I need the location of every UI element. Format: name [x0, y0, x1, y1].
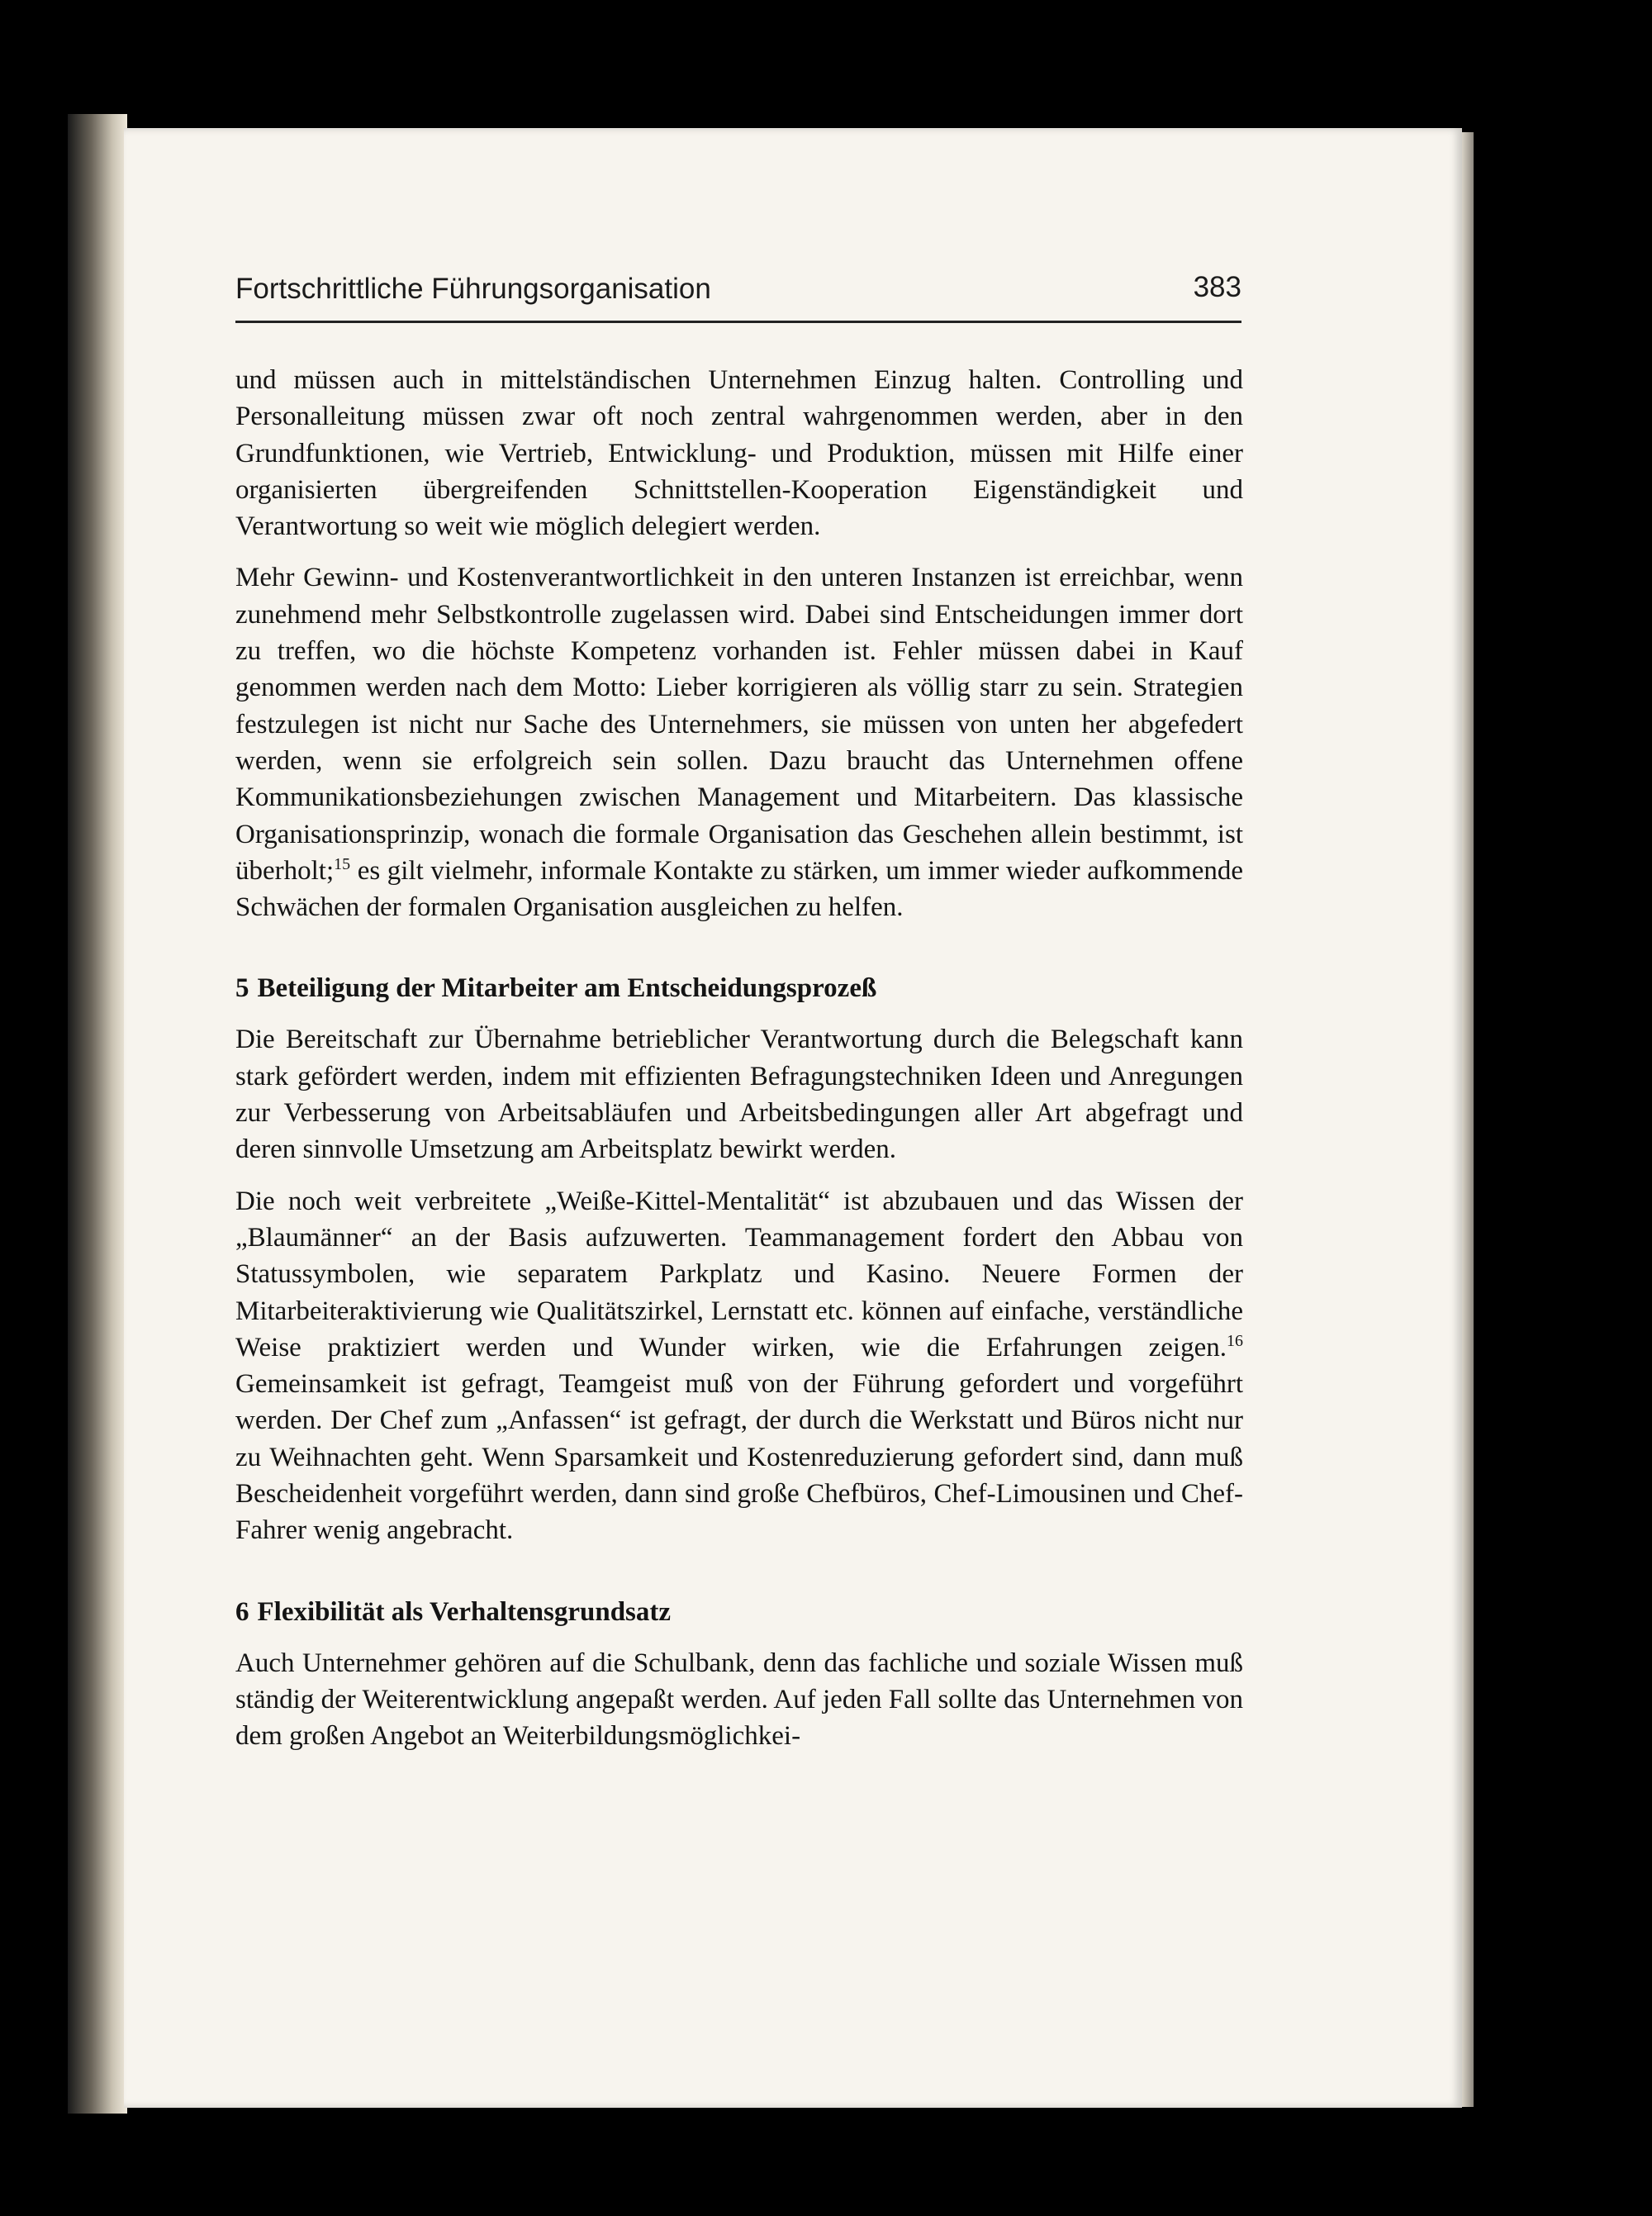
paragraph-text: Mehr Gewinn- und Kostenverantwortlichkeit in den unteren Instanzen ist erreichbar, wenn zunehmend mehr Selbstkontrolle zugelassen wird. Dabei sind Entscheidungen immer dort zu treffen, wo die höchste Kompetenz vorhanden ist. Fehler müssen dabei in Kauf genommen werden nach dem Motto: Lieber korrigieren als völlig starr zu sein. Strategien festzulegen ist nicht nur Sache des Unternehmers, sie müssen von unten her abgefedert werden, wenn sie erfolgreich sein sollen. Dazu braucht das Unternehmen offene Kommunikationsbeziehungen zwischen Management und Mitarbeitern. Das klassische Organisationsprinzip, wonach die formale Organisation das Geschehen allein bestimmt, ist überholt; — [235, 563, 1243, 886]
footnote-ref: 16 — [1227, 1331, 1243, 1350]
paragraph-text: es gilt vielmehr, informale Kontakte zu stärken, um immer wieder aufkommende Schwächen der formalen Organisation ausgleichen zu helfen. — [235, 855, 1243, 923]
section-heading — [235, 970, 1243, 1006]
page-number: 383 — [1193, 271, 1241, 303]
paragraph — [235, 1183, 1243, 1549]
paragraph-text: Gemeinsamkeit ist gefragt, Teamgeist muß von der Führung gefordert und vorgeführt werden. Der Chef zum „Anfassen“ ist gefragt, der durch die Werkstatt und Büros nicht nur zu Weihnachten geht. Wenn Sparsamkeit und Kostenreduzierung gefordert sind, dann muß Bescheidenheit vorgeführt werden, dann sind große Chefbüros, Chef-Limousinen und Chef-Fahrer wenig angebracht. — [235, 1369, 1243, 1546]
book-spine — [68, 114, 127, 2114]
footnote-ref: 15 — [334, 854, 351, 873]
paragraph: Die Bereitschaft zur Übernahme betrieblicher Verantwortung durch die Belegschaft kann stark gefördert werden, indem mit effizienten Befragungstechniken Ideen und Anregungen zur Verbesserung von Arbeitsabläufen und Arbeitsbedingungen aller Art abgefragt und deren sinnvolle Umsetzung am Arbeitsplatz bewirkt werden. — [235, 1025, 1243, 1165]
section-number: 5 — [235, 973, 249, 1004]
paragraph: Auch Unternehmer gehören auf die Schulbank, denn das fachliche und soziale Wissen muß ständig der Weiterentwicklung angepaßt werden. Auf jeden Fall sollte das Unternehmen von dem großen Angebot an Weiterbildungsmöglichkei- — [235, 1648, 1243, 1752]
section-title: Flexibilität als Verhaltensgrundsatz — [257, 1596, 672, 1627]
page-edge — [1462, 132, 1474, 2107]
running-header — [235, 263, 1241, 323]
running-title: Fortschrittliche Führungsorganisation — [235, 273, 711, 305]
paragraph: und müssen auch in mittelständischen Unternehmen Einzug halten. Controlling und Personalleitung müssen zwar oft noch zentral wahrgenommen werden, aber in den Grundfunktionen, wie Vertrieb, Entwicklung- und Produktion, müssen mit Hilfe einer organisierten übergreifenden Schnittstellen-Kooperation Eigenständigkeit und Verantwortung so weit wie möglich delegiert werden. — [235, 365, 1243, 542]
section-title: Beteiligung der Mitarbeiter am Entscheidungsprozeß — [257, 973, 877, 1004]
section-heading — [235, 1594, 1243, 1630]
page-content — [235, 362, 1243, 1770]
paragraph — [235, 559, 1243, 925]
paragraph-text: Die noch weit verbreitete „Weiße-Kittel-Mentalität“ ist abzubauen und das Wissen der „Blaumänner“ an der Basis aufzuwerten. Teammanagement fordert den Abbau von Statussymbolen, wie separatem Parkplatz und Kasino. Neuere Formen der Mitarbeiteraktivierung wie Qualitätszirkel, Lernstatt etc. können auf einfache, verständliche Weise praktiziert werden und Wunder wirken, wie die Erfahrungen zeigen. — [235, 1186, 1243, 1362]
section-number: 6 — [235, 1596, 249, 1627]
